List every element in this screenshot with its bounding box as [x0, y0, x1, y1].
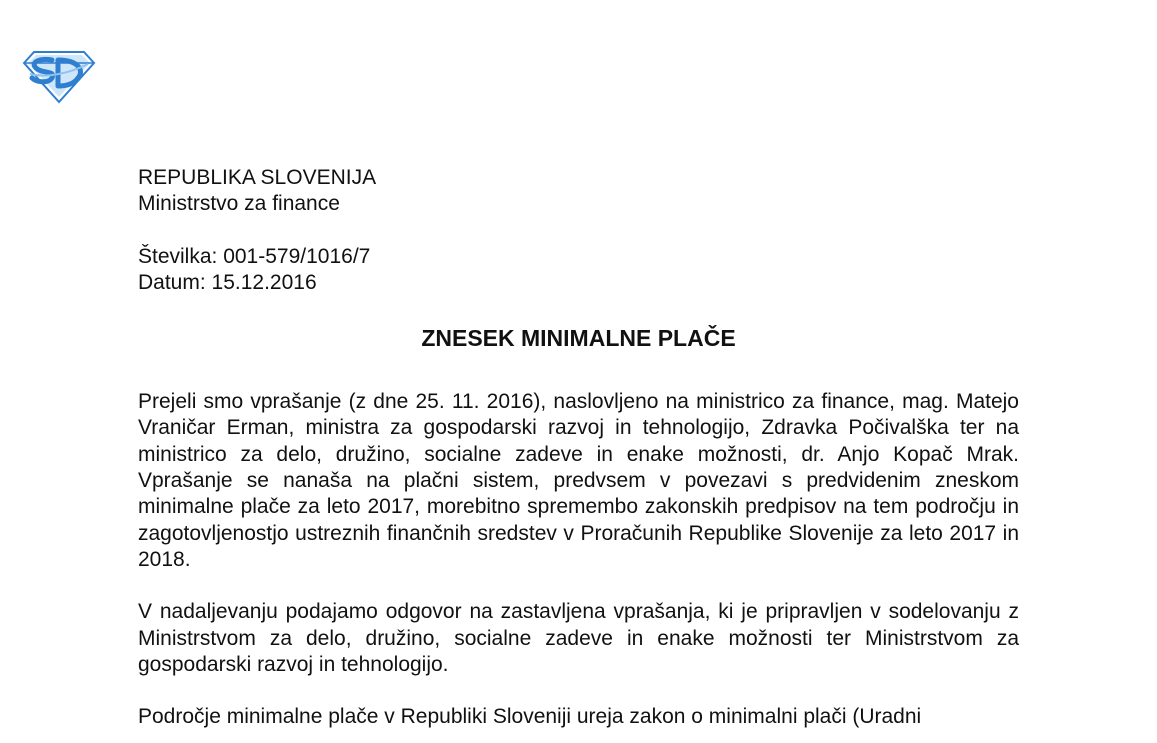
ministry-logo [22, 48, 96, 104]
document-date: Datum: 15.12.2016 [138, 270, 317, 294]
letter-body [138, 165, 1019, 730]
paragraph: Področje minimalne plače v Republiki Sloveniji ureja zakon o minimalni plači (Uradni [138, 705, 922, 729]
ministry-name: Ministrstvo za finance [138, 192, 340, 216]
country-name: REPUBLIKA SLOVENIJA [138, 166, 377, 189]
document-title: ZNESEK MINIMALNE PLAČE [421, 325, 736, 352]
paragraph: Prejeli smo vprašanje (z dne 25. 11. 2016), naslovljeno na ministrico za finance, mag. Matejo Vraničar Erman, ministra za gospodarski razvoj in tehnologijo, Zdravka Počivalška ter na ministrico za delo, družino, socialne zadeve in enake možnosti, dr. Anjo Kopač Mrak. Vprašanje se nanaša na plačni sistem, predvsem v povezavi s predvidenim zneskom minimalne plače za leto 2017, morebitno spremembo zakonskih predpisov na tem področju in zagotovljenostjo ustreznih finančnih sredstev v Proračunih Republike Slovenije za leto 2017 in 2018. [138, 390, 1019, 571]
paragraph: V nadaljevanju podajamo odgovor na zastavljena vprašanja, ki je pripravljen v sodelovanju z Ministrstvom za delo, družino, socialne zadeve in enake možnosti ter Ministrstvom za gospodarski razvoj in tehnologijo. [138, 600, 1019, 676]
document-number: Številka: 001-579/1016/7 [138, 244, 371, 268]
